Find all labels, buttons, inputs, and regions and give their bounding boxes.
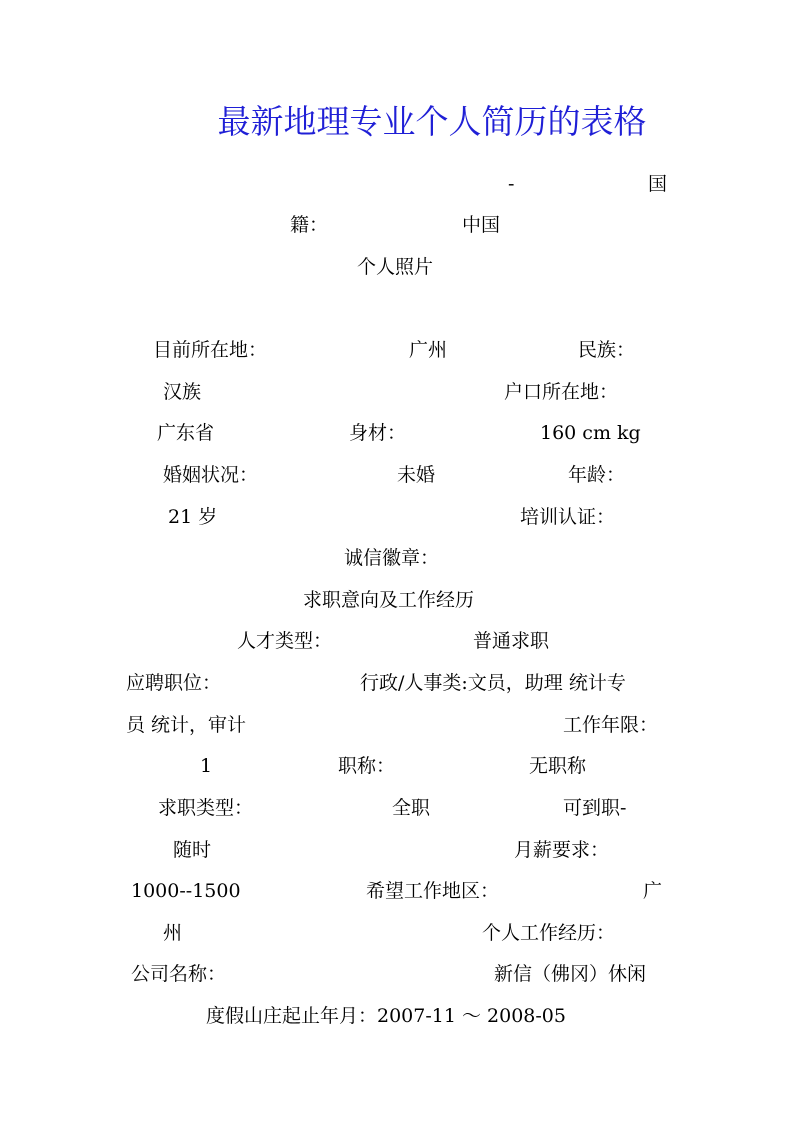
- integrity-badge-label: 诚信徽章：: [344, 547, 440, 569]
- current-location-value: 广州: [409, 339, 448, 361]
- height-value: 160 cm kg: [540, 422, 641, 444]
- height-label: 身材：: [349, 422, 407, 444]
- household-registration-value: 广东省: [157, 422, 215, 444]
- desired-location-value-cont: 州: [163, 922, 183, 944]
- salary-requirement-value: 1000--1500: [131, 880, 241, 902]
- section-heading-job-intent: 求职意向及工作经历: [303, 589, 475, 611]
- work-experience-label: 个人工作经历：: [482, 922, 616, 944]
- ethnicity-label: 民族：: [578, 339, 636, 361]
- page-title: 最新地理专业个人简历的表格: [217, 102, 647, 141]
- nationality-value: 中国: [462, 214, 501, 236]
- talent-type-label: 人才类型：: [237, 630, 333, 652]
- age-label: 年龄：: [568, 464, 626, 486]
- job-type-value: 全职: [392, 797, 431, 819]
- company-name-value: 新信（佛冈）休闲: [494, 963, 647, 985]
- applied-position-label: 应聘职位：: [126, 672, 222, 694]
- nationality-label-part1: 国: [648, 173, 668, 195]
- household-registration-label: 户口所在地：: [504, 381, 619, 403]
- ethnicity-value: 汉族: [163, 381, 202, 403]
- work-years-value: 1: [200, 755, 213, 777]
- desired-location-value: 广: [643, 880, 663, 902]
- talent-type-value: 普通求职: [473, 630, 550, 652]
- photo-label: 个人照片: [357, 256, 434, 278]
- company-name-and-period: 度假山庄起止年月：2007-11 ～ 2008-05: [206, 1005, 566, 1027]
- training-certification-label: 培训认证：: [520, 506, 616, 528]
- marital-status-label: 婚姻状况：: [163, 464, 259, 486]
- dash-text: -: [508, 173, 515, 195]
- applied-position-value-cont: 员 统计，审计: [126, 714, 247, 736]
- availability-value: 随时: [173, 839, 212, 861]
- applied-position-value: 行政/人事类:文员，助理 统计专: [360, 672, 626, 694]
- salary-requirement-label: 月薪要求：: [514, 839, 610, 861]
- job-type-label: 求职类型：: [158, 797, 254, 819]
- availability-label: 可到职-: [563, 797, 627, 819]
- nationality-label-part2: 籍：: [290, 214, 329, 236]
- desired-location-label: 希望工作地区：: [366, 880, 500, 902]
- job-title-value: 无职称: [529, 755, 587, 777]
- job-title-label: 职称：: [338, 755, 396, 777]
- marital-status-value: 未婚: [397, 464, 436, 486]
- work-years-label: 工作年限：: [563, 714, 659, 736]
- age-value: 21 岁: [168, 506, 218, 528]
- company-name-label: 公司名称：: [131, 963, 227, 985]
- current-location-label: 目前所在地：: [153, 339, 268, 361]
